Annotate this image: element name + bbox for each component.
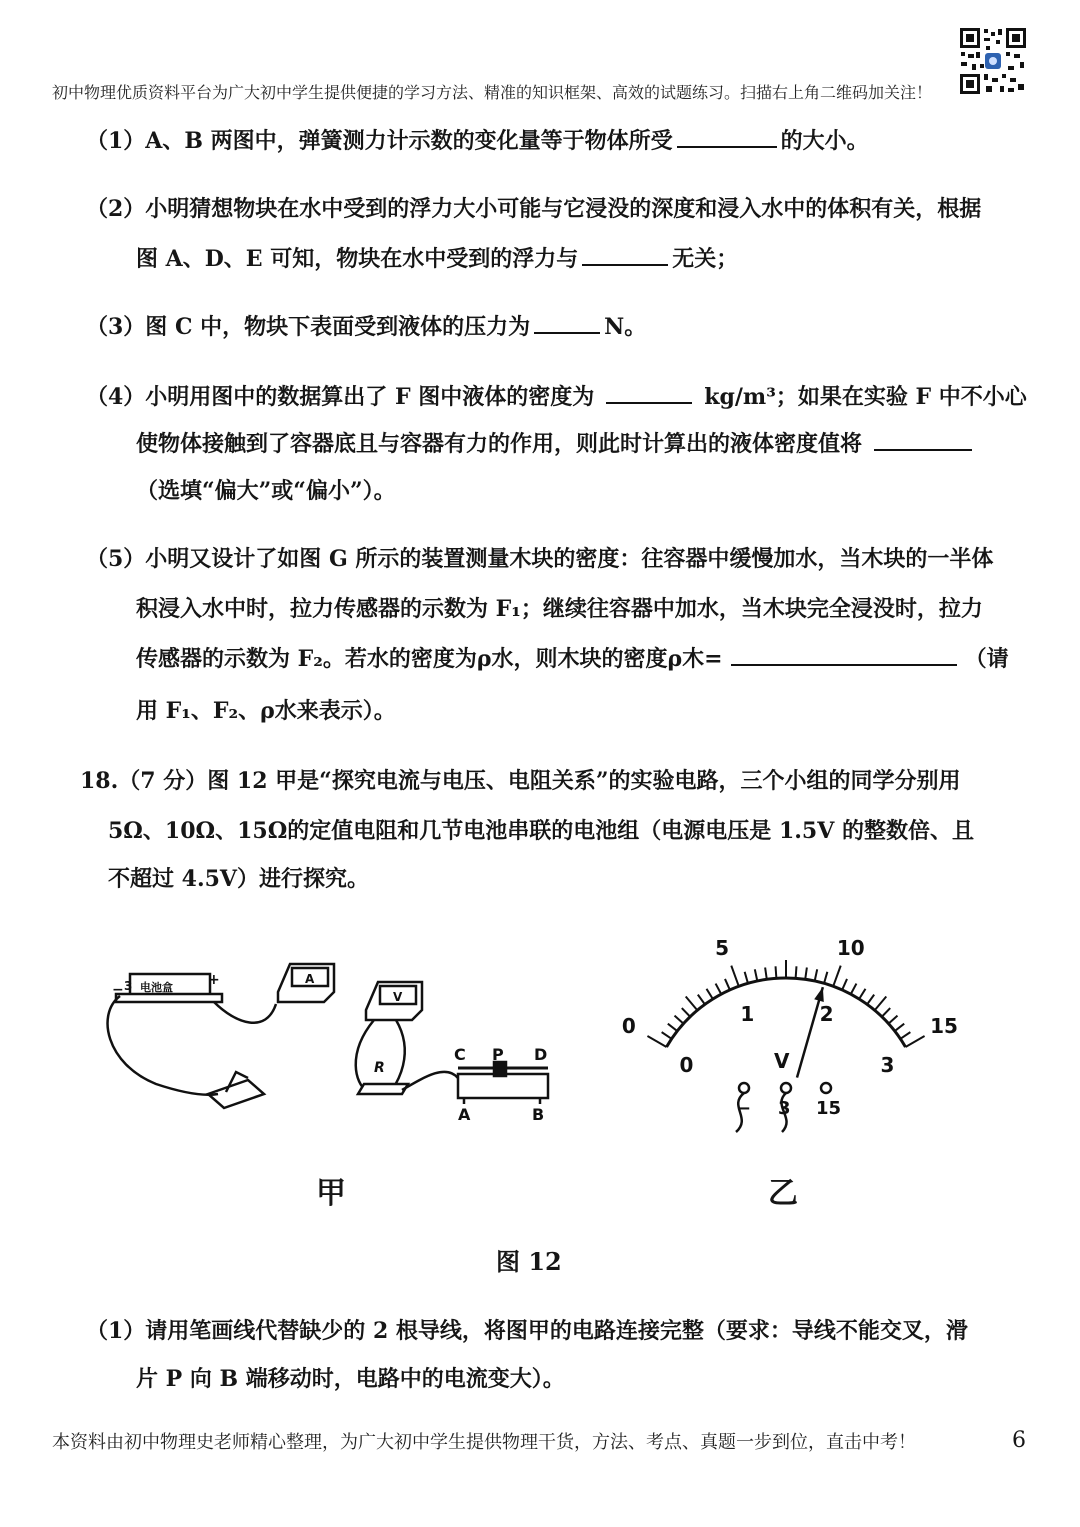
slider-p-label: P [492,1045,504,1064]
dial-tick [824,972,827,984]
voltmeter-label: V [393,990,403,1004]
question-3: （3）图 C 中，物块下表面受到液体的压力为 N。 [86,314,647,340]
question-4-line-1: （4）小明用图中的数据算出了 F 图中液体的密度为 kg/m³；如果在实验 F 中不小心 [86,384,1027,410]
answer-blank[interactable] [731,663,957,666]
dial-tick [698,995,705,1005]
meter-needle [797,987,823,1077]
question-18-line-2: 5Ω、10Ω、15Ω的定值电阻和几节电池串联的电池组（电源电压是 1.5V 的整数倍、且 [108,818,974,844]
outer-tick-label: 15 [930,1014,958,1038]
dial-tick [755,969,757,981]
page-footer: 本资料由初中物理史老师精心整理，为广大初中学生提供物理干货，方法、考点、真题一步到位，直击中考！ [52,1432,916,1453]
page-number: 6 [1012,1428,1026,1453]
inner-tick-label: 0 [679,1053,694,1077]
dial-tick [668,1024,677,1031]
battery-mark: 3 [124,979,133,993]
resistor-label: R [374,1060,385,1076]
terminal-label: 3 [778,1098,791,1119]
inner-tick-label: 2 [819,1001,834,1026]
rheostat [458,1074,548,1098]
dial-tick [906,1036,925,1047]
dial-tick [889,1016,898,1024]
dial-tick [745,972,748,984]
meter-unit-label: V [774,1049,790,1073]
dial-tick [796,966,797,978]
ammeter-label: A [305,972,315,986]
outer-tick-label: 0 [621,1014,636,1038]
figure-caption: 图 12 [496,1247,562,1276]
question-2-line-2: 图 A、D、E 可知，物块在水中受到的浮力与 无关； [136,246,739,272]
dial-tick [776,966,777,978]
question-4-line-3: （选填“偏大”或“偏小”）。 [136,478,396,504]
dial-tick [662,1032,672,1039]
answer-blank[interactable] [606,401,692,404]
question-5-line-1: （5）小明又设计了如图 G 所示的装置测量木块的密度：往容器中缓慢加水，当木块的一半体 [86,546,994,572]
dial-tick [895,1024,904,1031]
answer-blank[interactable] [582,263,668,266]
answer-blank[interactable] [534,331,600,334]
dial-tick [867,995,874,1005]
inner-tick-label: 1 [740,1001,755,1026]
terminal-c-label: C [454,1045,466,1064]
dial-tick [682,1008,690,1017]
terminal-15 [821,1083,831,1093]
question-18-line-1: 18.（7 分）图 12 甲是“探究电流与电压、电阻关系”的实验电路，三个小组的同学分别用 [80,768,961,794]
terminal-d-label: D [534,1045,548,1064]
dial-tick [875,996,887,1010]
question-18-1-line-2: 片 P 向 B 端移动时，电路中的电流变大）。 [136,1366,565,1392]
dial-tick [716,984,722,995]
question-1: （1）A、B 两图中，弹簧测力计示数的变化量等于物体所受 的大小。 [86,128,869,154]
battery-plus: + [208,972,220,988]
resistor [358,1084,408,1094]
inner-tick-label: 3 [880,1053,895,1077]
terminal-a-label: A [458,1105,471,1124]
dial-tick [851,984,857,995]
outer-tick-label: 5 [715,935,730,960]
answer-blank[interactable] [874,448,972,451]
battery-minus: − [112,982,124,998]
outer-tick-label: 10 [836,935,865,960]
qr-code-icon [958,26,1028,96]
terminal-label: − [736,1098,752,1119]
wire [108,996,218,1095]
circuit-diagram [96,944,566,1134]
answer-blank[interactable] [677,145,777,148]
dial-tick [686,996,698,1010]
figure-label-jia: 甲 [316,1176,346,1211]
question-2-line-1: （2）小明猜想物块在水中受到的浮力大小可能与它浸没的深度和浸入水中的体积有关，根据 [86,196,982,222]
dial-tick [675,1016,684,1024]
dial-tick [805,967,807,979]
figure-label-yi: 乙 [768,1176,798,1211]
dial-tick [833,966,841,987]
dial-tick [859,989,865,999]
terminal-b-label: B [532,1105,545,1124]
question-18-1-line-1: （1）请用笔画线代替缺少的 2 根导线，将图甲的电路连接完整（要求：导线不能交叉，滑 [86,1318,968,1344]
question-5-line-2: 积浸入水中时，拉力传感器的示数为 F₁；继续往容器中加水，当木块完全浸没时，拉力 [136,596,983,622]
page-header: 初中物理优质资料平台为广大初中学生提供便捷的学习方法、精准的知识框架、高效的试题练习。扫描右上角二维码加关注！ [52,83,933,102]
question-18-line-3: 不超过 4.5V）进行探究。 [108,866,370,892]
wire [214,1002,276,1023]
dial-tick [707,989,713,999]
dial-arc [666,978,905,1047]
dial-tick [731,966,739,987]
terminal-minus [739,1083,749,1093]
terminal-label: 15 [816,1098,842,1119]
battery-label: 电池盒 [140,981,173,994]
dial-tick [842,979,847,990]
question-4-line-2: 使物体接触到了容器底且与容器有力的作用，则此时计算出的液体密度值将 [136,427,972,458]
question-5-line-4: 用 F₁、F₂、ρ水来表示）。 [136,698,396,724]
voltmeter-dial [621,935,958,1146]
question-5-line-3: 传感器的示数为 F₂。若水的密度为ρ水，则木块的密度ρ木= （请 [136,646,1009,672]
needle-tip [814,987,824,1002]
dial-tick [647,1036,666,1047]
dial-tick [900,1032,910,1039]
terminal-3 [781,1083,791,1093]
dial-tick [882,1008,890,1017]
dial-tick [765,967,767,979]
dial-tick [725,979,730,990]
dial-tick [815,969,817,981]
